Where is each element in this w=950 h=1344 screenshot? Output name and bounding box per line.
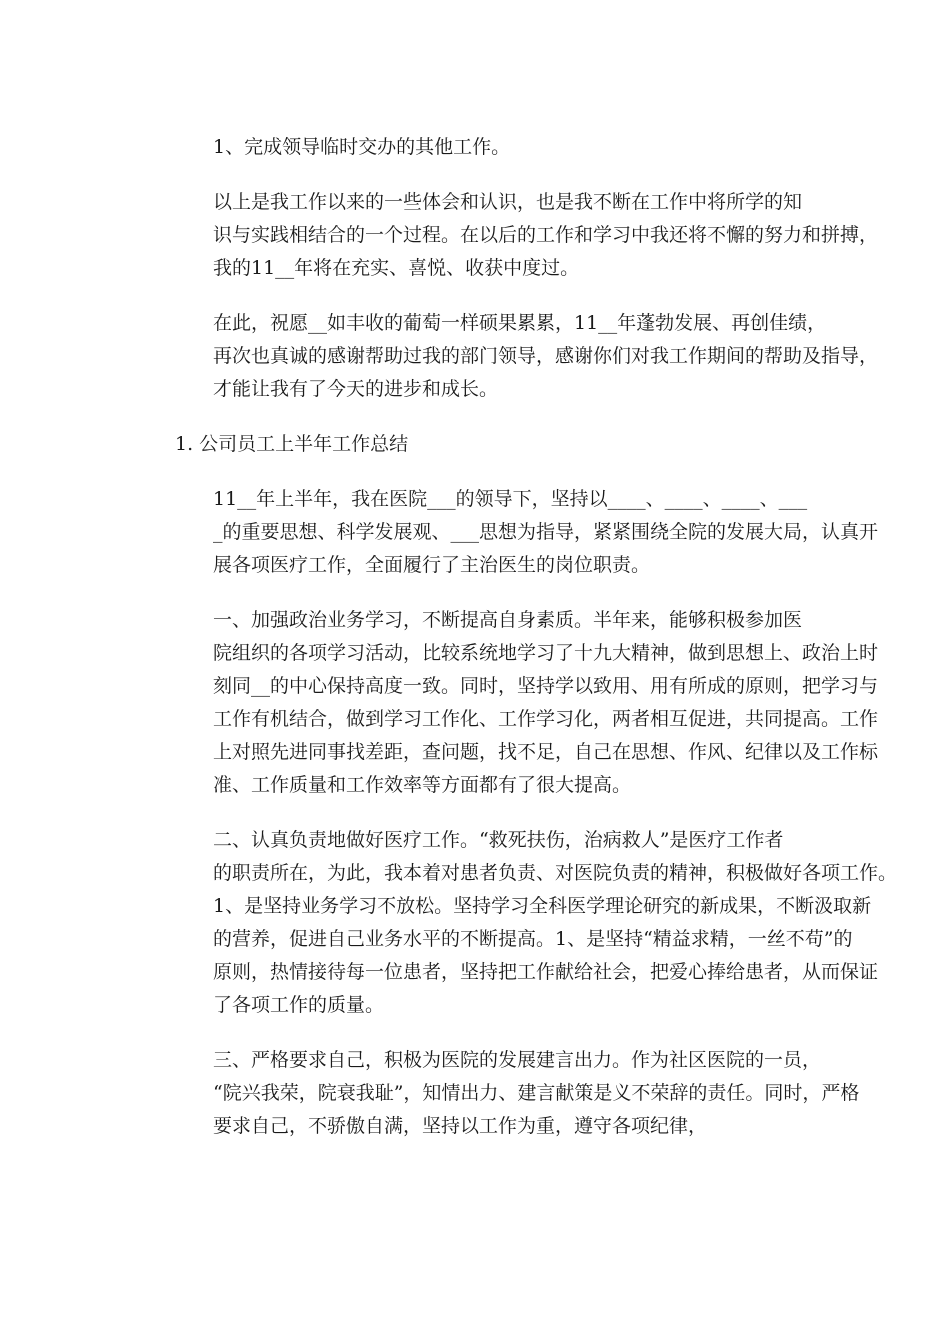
paragraph-2 — [137, 186, 879, 285]
text-line: 要求自己，不骄傲自满，坚持以工作为重，遵守各项纪律， — [213, 1115, 708, 1137]
text-line: 准、工作质量和工作效率等方面都有了很大提高。 — [213, 774, 632, 796]
text-line: 我的11__年将在充实、喜悦、收获中度过。 — [213, 257, 580, 279]
text-line: 以上是我工作以来的一些体会和认识，也是我不断在工作中将所学的知 — [213, 191, 803, 213]
text-line: 工作有机结合，做到学习工作化、工作学习化，两者相互促进，共同提高。工作 — [213, 708, 879, 730]
text-line: 1、完成领导临时交办的其他工作。 — [213, 136, 511, 158]
text-line: 一、加强政治业务学习，不断提高自身素质。半年来，能够积极参加医 — [213, 609, 803, 631]
text-line: 才能让我有了今天的进步和成长。 — [213, 378, 499, 400]
text-line: 上对照先进同事找差距，查问题，找不足，自己在思想、作风、纪律以及工作标 — [213, 741, 879, 763]
text-line: 三、严格要求自己，积极为医院的发展建言出力。作为社区医院的一员， — [213, 1049, 822, 1071]
text-line: 刻同__的中心保持高度一致。同时，坚持学以致用、用有所成的原则，把学习与 — [213, 675, 879, 697]
text-line: 1、是坚持业务学习不放松。坚持学习全科医学理论研究的新成果，不断汲取新 — [213, 895, 872, 917]
text-line: 二、认真负责地做好医疗工作。“救死扶伤，治病救人”是医疗工作者 — [213, 829, 784, 851]
text-line: 11__年上半年，我在医院___的领导下，坚持以____、____、____、___ — [213, 488, 808, 510]
text-line: 的营养，促进自己业务水平的不断提高。1、是坚持“精益求精，一丝不苟”的 — [213, 928, 853, 950]
heading-line: 1. 公司员工上半年工作总结 — [175, 433, 409, 455]
text-line: “院兴我荣，院衰我耻”，知情出力、建言献策是义不荣辞的责任。同时，严格 — [213, 1082, 860, 1104]
paragraph-3 — [137, 307, 879, 406]
text-line: 的职责所在，为此，我本着对患者负责、对医院负责的精神，积极做好各项工作。 — [213, 862, 898, 884]
text-line: 展各项医疗工作，全面履行了主治医生的岗位职责。 — [213, 554, 651, 576]
document-body — [137, 131, 898, 1165]
text-line: _的重要思想、科学发展观、___思想为指导，紧紧围绕全院的发展大局，认真开 — [213, 521, 879, 543]
paragraph-6 — [137, 604, 879, 802]
text-line: 原则，热情接待每一位患者，坚持把工作献给社会，把爱心捧给患者，从而保证 — [213, 961, 879, 983]
text-line: 在此，祝愿__如丰收的葡萄一样硕果累累，11__年蓬勃发展、再创佳绩， — [213, 312, 827, 334]
section-heading — [137, 428, 823, 461]
paragraph-7 — [137, 824, 898, 1022]
text-line: 再次也真诚的感谢帮助过我的部门领导，感谢你们对我工作期间的帮助及指导， — [213, 345, 879, 367]
paragraph-5 — [137, 483, 879, 582]
paragraph-8 — [137, 1044, 860, 1143]
paragraph-1 — [137, 131, 823, 164]
text-line: 院组织的各项学习活动，比较系统地学习了十九大精神，做到思想上、政治上时 — [213, 642, 879, 664]
text-line: 识与实践相结合的一个过程。在以后的工作和学习中我还将不懈的努力和拼搏， — [213, 224, 879, 246]
text-line: 了各项工作的质量。 — [213, 994, 385, 1016]
